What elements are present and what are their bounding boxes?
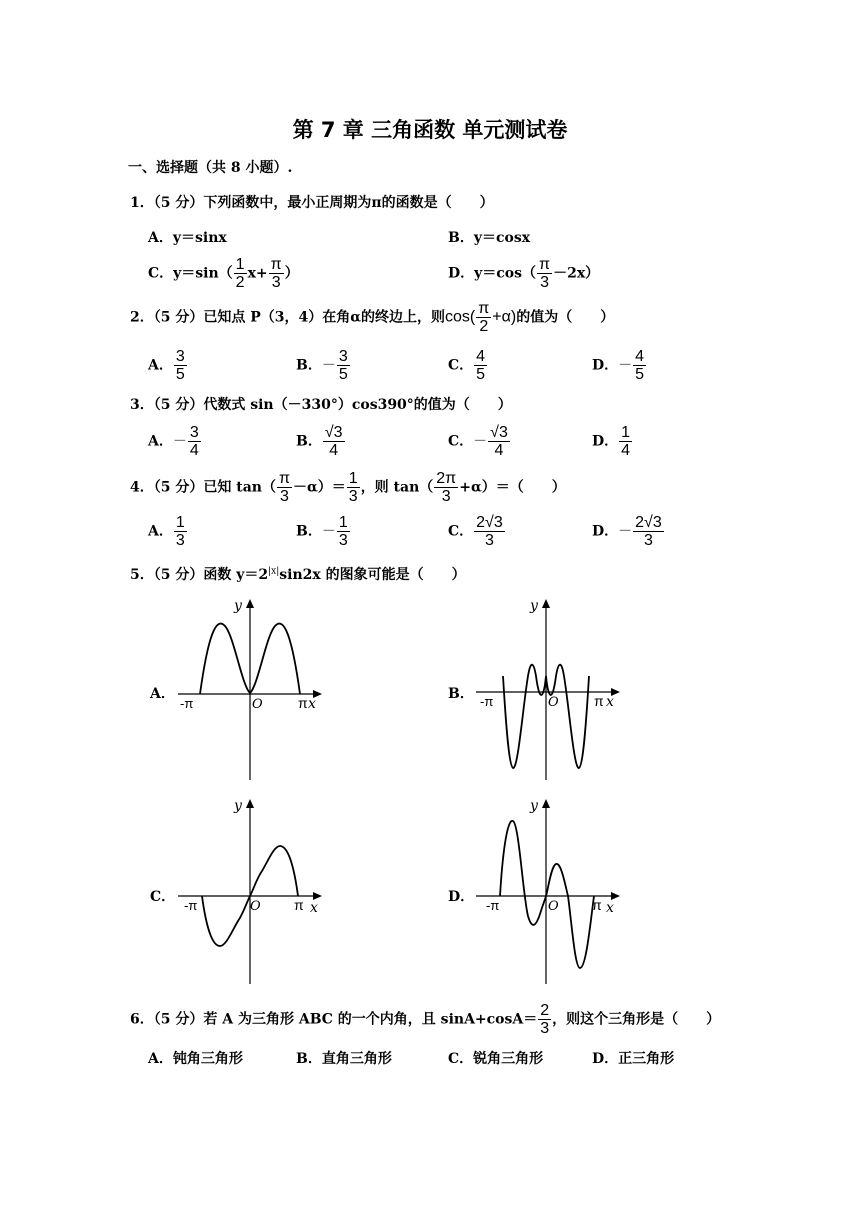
question-4-stem: 4．（5 分）已知 tan（ $\frac{\pi}{3}$ －α）＝ $\frac{1}{3}$ ，则 tan（ $\frac{2\pi}{3}$ +α）＝（ ） (130, 470, 566, 505)
y-label: y (530, 798, 538, 814)
question-6-stem: 6．（5 分）若 A 为三角形 ABC 的一个内角，且 sinA+cosA＝ $\frac{2}{3}$ ，则这个三角形是（ ） (130, 1002, 721, 1037)
neg-pi-label: -π (184, 898, 198, 913)
y-label: y (530, 598, 538, 614)
q2-option-b: B．－ $\frac{3}{5}$ (296, 348, 348, 383)
q5-graph-c (170, 796, 330, 986)
q6-option-b: B．直角三角形 (296, 1051, 392, 1067)
origin-label: O (548, 695, 559, 710)
q3-option-b: B． $\frac{√3}{4}$ (296, 424, 343, 459)
neg-pi-label: -π (180, 696, 194, 711)
q6-option-d: D．正三角形 (592, 1051, 675, 1067)
origin-label: O (548, 899, 559, 914)
x-axis-arrow (611, 892, 620, 900)
q4-option-c: C． $\frac{2√3}{3}$ (448, 514, 503, 549)
x-label: x (308, 696, 316, 712)
q5-option-d-label: D． (448, 889, 475, 905)
y-axis-arrow (542, 799, 550, 808)
x-label: x (606, 694, 614, 710)
origin-label: O (252, 697, 263, 712)
q2-option-d: D．－ $\frac{4}{5}$ (592, 348, 645, 383)
neg-pi-label: -π (480, 694, 494, 709)
question-1-stem: 1．（5 分）下列函数中，最小正周期为π的函数是（ ） (130, 195, 494, 211)
origin-label: O (250, 899, 261, 914)
y-axis-arrow (246, 799, 254, 808)
pi-label: π (294, 897, 304, 913)
pi-label: π (298, 695, 308, 711)
page-title: 第 7 章 三角函数 单元测试卷 (292, 118, 568, 142)
q5-graph-d (468, 796, 628, 986)
y-axis-arrow (542, 599, 550, 608)
q4-option-a: A． $\frac{1}{3}$ (148, 514, 185, 549)
q3-option-a: A．－ $\frac{3}{4}$ (148, 424, 199, 459)
question-2-stem: 2．（5 分）已知点 P（3，4）在角α的终边上，则cos( $\frac{\pi}{2}$ +α)的值为（ ） (130, 300, 615, 335)
y-axis-arrow (246, 599, 254, 608)
question-5-stem: 5．（5 分）函数 $y=2^{|x|}\sin 2x$ 的图象可能是（ ） (130, 566, 466, 583)
x-axis-arrow (313, 892, 322, 900)
q5-graph-a (170, 596, 330, 782)
q5-option-c-label: C． (150, 889, 176, 905)
neg-pi-label: -π (486, 898, 500, 913)
q4-option-b: B．－ $\frac{1}{3}$ (296, 514, 348, 549)
q1-option-c: C．y＝sin（ $\frac{1}{2}$ x+ $\frac{\pi}{3}$ ） (148, 256, 299, 291)
q2-option-a: A． $\frac{3}{5}$ (148, 348, 185, 383)
q1-option-d: D．y＝cos（ $\frac{\pi}{3}$ －2x） (448, 256, 600, 291)
q6-option-c: C．锐角三角形 (448, 1051, 544, 1067)
curve (500, 821, 594, 968)
section-heading: 一、选择题（共 8 小题）. (128, 160, 293, 176)
pi-label: π (594, 693, 604, 709)
x-label: x (606, 900, 614, 916)
q4-option-d: D．－ $\frac{2√3}{3}$ (592, 514, 662, 549)
question-3-stem: 3．（5 分）代数式 sin（－330°）cos390°的值为（ ） (130, 397, 512, 413)
q3-option-c: C．－ $\frac{√3}{4}$ (448, 424, 508, 459)
q5-option-a-label: A． (150, 686, 175, 702)
y-label: y (234, 798, 242, 814)
x-label: x (310, 900, 318, 916)
q5-option-b-label: B． (448, 686, 474, 702)
pi-label: π (592, 897, 602, 913)
q1-option-b: B．y＝cosx (448, 230, 531, 246)
y-label: y (234, 598, 242, 614)
q5-graph-b (468, 596, 628, 782)
q1-option-a: A．y＝sinx (148, 230, 227, 246)
q3-option-d: D． $\frac{1}{4}$ (592, 424, 631, 459)
q2-option-c: C． $\frac{4}{5}$ (448, 348, 486, 383)
q6-option-a: A．钝角三角形 (148, 1051, 243, 1067)
